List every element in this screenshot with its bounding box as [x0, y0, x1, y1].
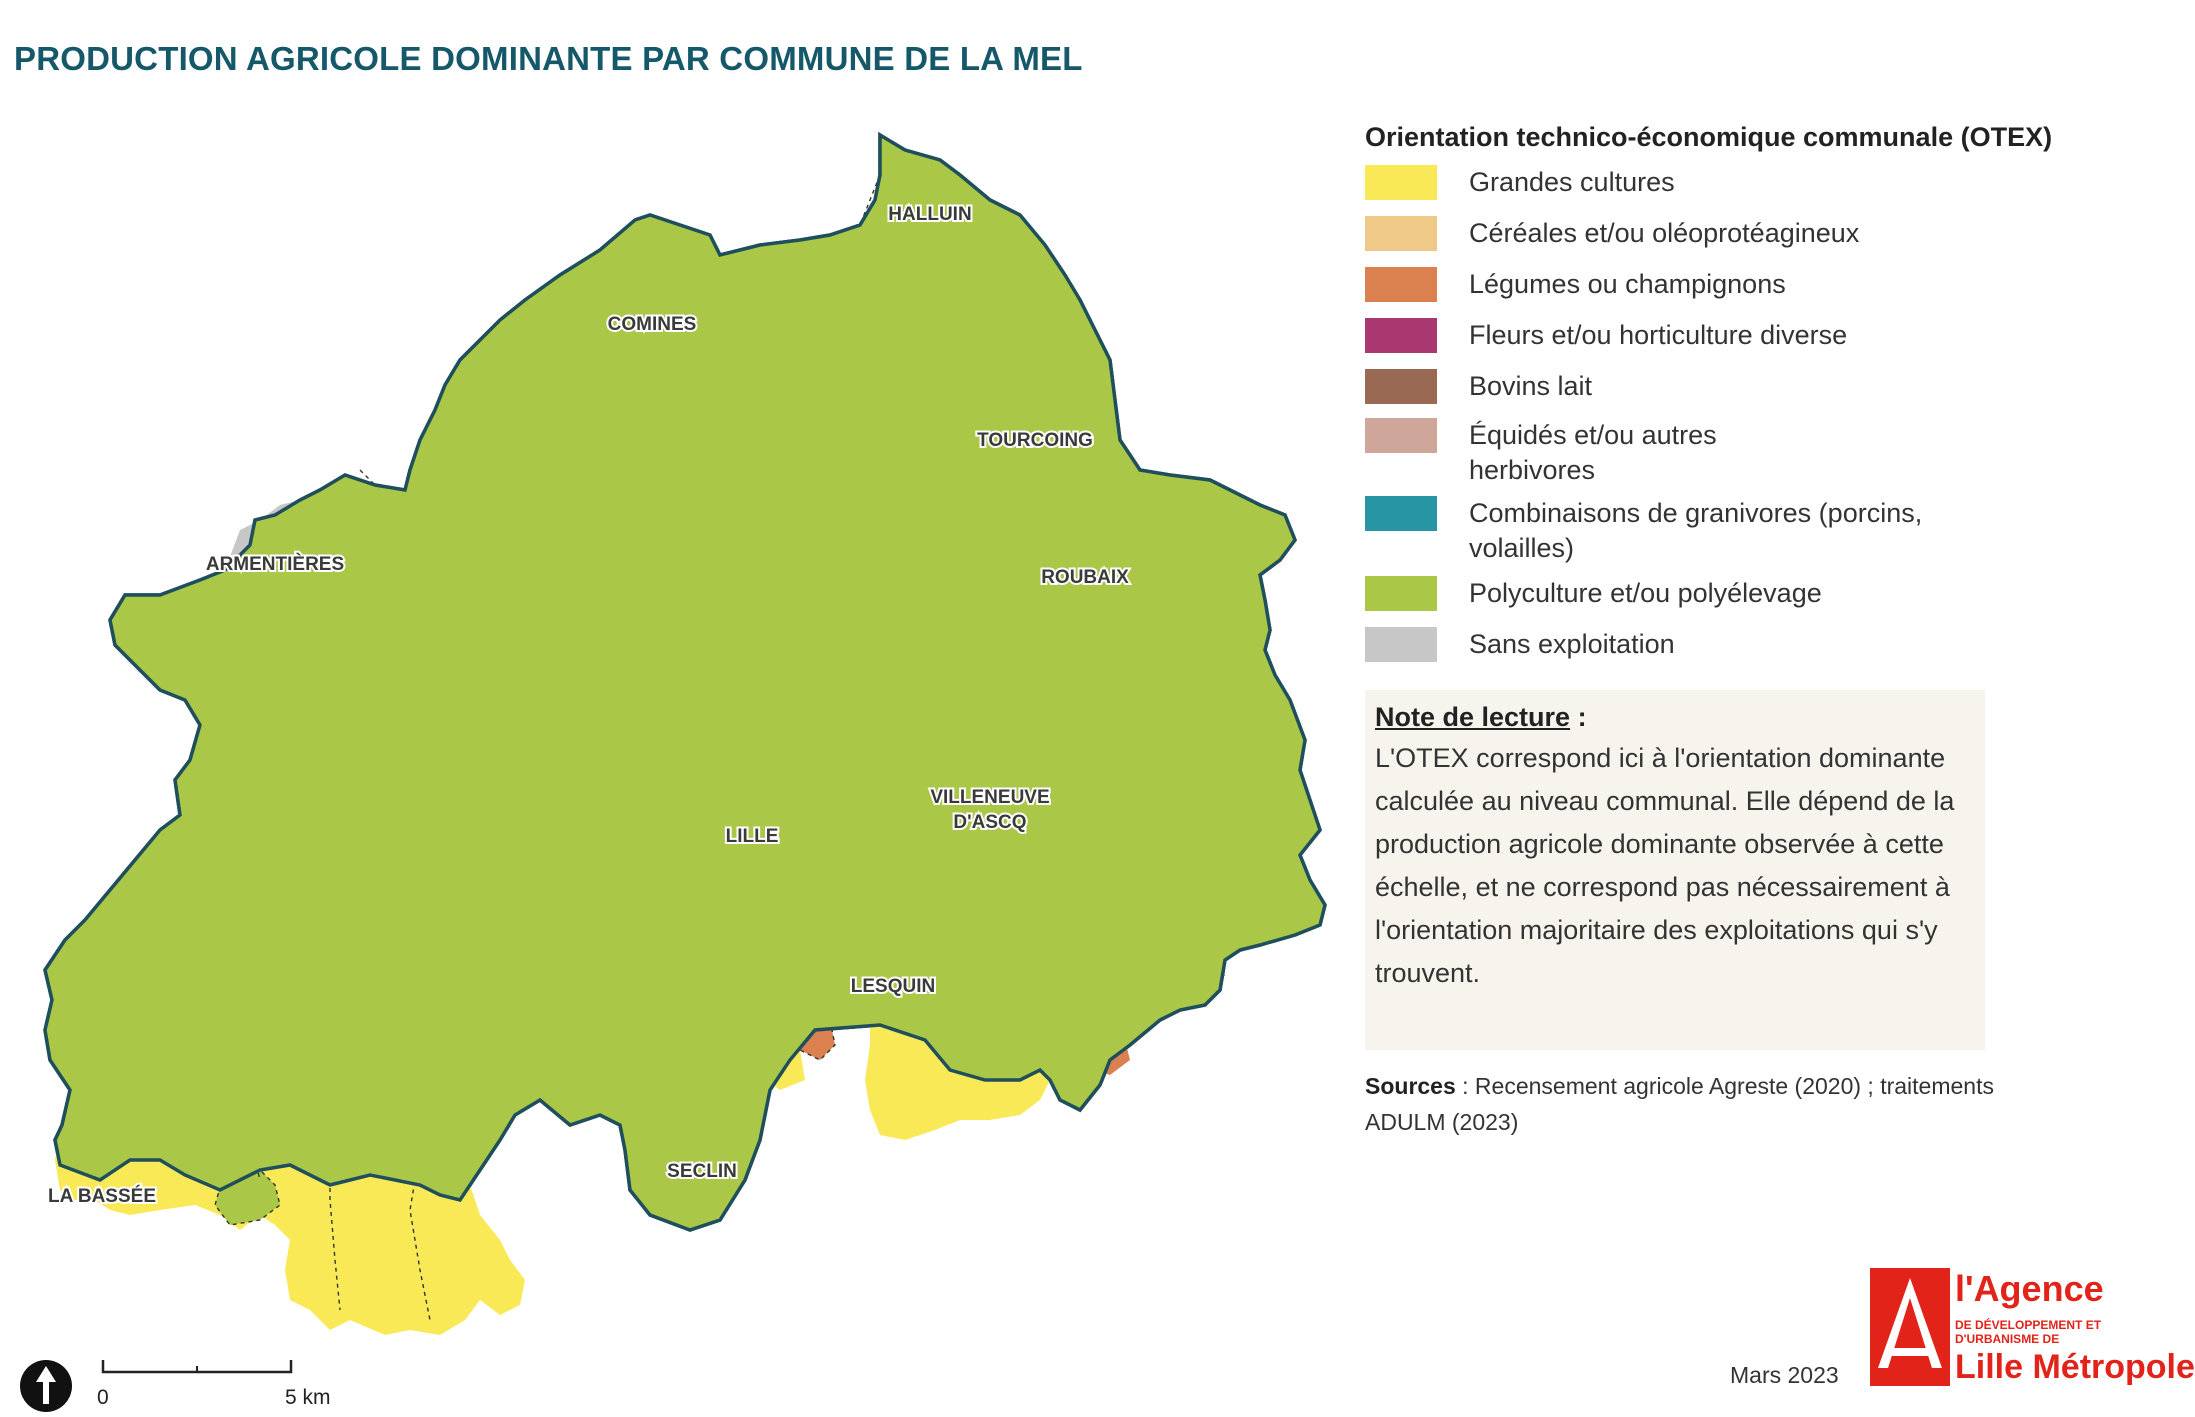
legend-item: [1365, 418, 2085, 488]
legend-swatch: [1365, 418, 1437, 453]
legend-label: Sans exploitation: [1469, 629, 1675, 659]
agency-logo-icon: [1870, 1268, 1950, 1386]
legend-label: Céréales et/ou oléoprotéagineux: [1469, 218, 1860, 248]
scale-start-label: 0: [97, 1386, 109, 1409]
logo-bottom-text: Lille Métropole: [1955, 1348, 2195, 1386]
legend-label: Légumes ou champignons: [1469, 269, 1786, 299]
label-dascq: D'ASCQ: [953, 812, 1027, 833]
label-villeneuve: VILLENEUVE: [930, 787, 1050, 808]
legend-item: [1365, 369, 2085, 404]
label-lesquin: LESQUIN: [850, 976, 936, 997]
legend-swatch: [1365, 165, 1437, 200]
note-text: L'OTEX correspond ici à l'orientation dominante calculée au niveau communal. Elle dépend de la production agricole dominante observée à cette échelle, et ne correspond pas nécessairement à l'orientation majoritaire des exploitations qui s'y trouvent.: [1375, 743, 1955, 988]
legend: [1365, 122, 2085, 662]
label-seclin: SECLIN: [667, 1161, 737, 1182]
legend-label: Fleurs et/ou horticulture diverse: [1469, 320, 1848, 350]
logo-sub-text: DE DÉVELOPPEMENT ET D'URBANISME DE: [1955, 1318, 2102, 1346]
legend-item: [1365, 576, 2085, 611]
legend-label: Polyculture et/ou polyélevage: [1469, 578, 1822, 608]
legend-swatch: [1365, 627, 1437, 662]
legend-swatch: [1365, 216, 1437, 251]
reading-note: [1365, 690, 1985, 1050]
scale-bar: [95, 1358, 331, 1409]
legend-item: [1365, 216, 2085, 251]
logo-main-text: l'Agence: [1955, 1268, 2104, 1309]
scale-end-label: 5 km: [285, 1386, 331, 1409]
legend-label: Équidés et/ou autres herbivores: [1469, 420, 1717, 485]
label-roubaix: ROUBAIX: [1041, 567, 1129, 588]
legend-swatch: [1365, 267, 1437, 302]
note-title: Note de lecture: [1375, 702, 1571, 732]
note-title-colon: :: [1570, 702, 1587, 732]
label-comines: COMINES: [607, 314, 697, 335]
legend-item: [1365, 267, 2085, 302]
legend-label: Bovins lait: [1469, 371, 1593, 401]
legend-label: Grandes cultures: [1469, 167, 1675, 197]
legend-item: [1365, 496, 2085, 566]
label-armentieres: ARMENTIÈRES: [205, 554, 345, 575]
label-halluin: HALLUIN: [888, 204, 972, 225]
agency-logo: [1870, 1268, 2195, 1388]
north-arrow-icon: [18, 1358, 74, 1414]
sources-label: Sources: [1365, 1073, 1456, 1099]
sources: [1365, 1068, 2005, 1140]
mel-commune-map: [0, 110, 1340, 1350]
legend-swatch: [1365, 576, 1437, 611]
legend-swatch: [1365, 318, 1437, 353]
legend-item: [1365, 627, 2085, 662]
legend-label: Combinaisons de granivores (porcins, volailles): [1469, 498, 1923, 563]
sources-text: : Recensement agricole Agreste (2020) ; traitements ADULM (2023): [1365, 1073, 1994, 1135]
label-lille: LILLE: [725, 826, 779, 847]
label-tourcoing: TOURCOING: [977, 430, 1093, 451]
scale-bar-graphic: [95, 1358, 325, 1388]
legend-swatch: [1365, 369, 1437, 404]
label-la-bassee: LA BASSÉE: [47, 1186, 157, 1207]
publication-date: Mars 2023: [1730, 1362, 1839, 1388]
legend-swatch: [1365, 496, 1437, 531]
legend-item: [1365, 318, 2085, 353]
map-title: PRODUCTION AGRICOLE DOMINANTE PAR COMMUNE DE LA MEL: [14, 40, 1083, 77]
legend-item: [1365, 165, 2085, 200]
legend-title: Orientation technico-économique communale (OTEX): [1365, 122, 2053, 152]
